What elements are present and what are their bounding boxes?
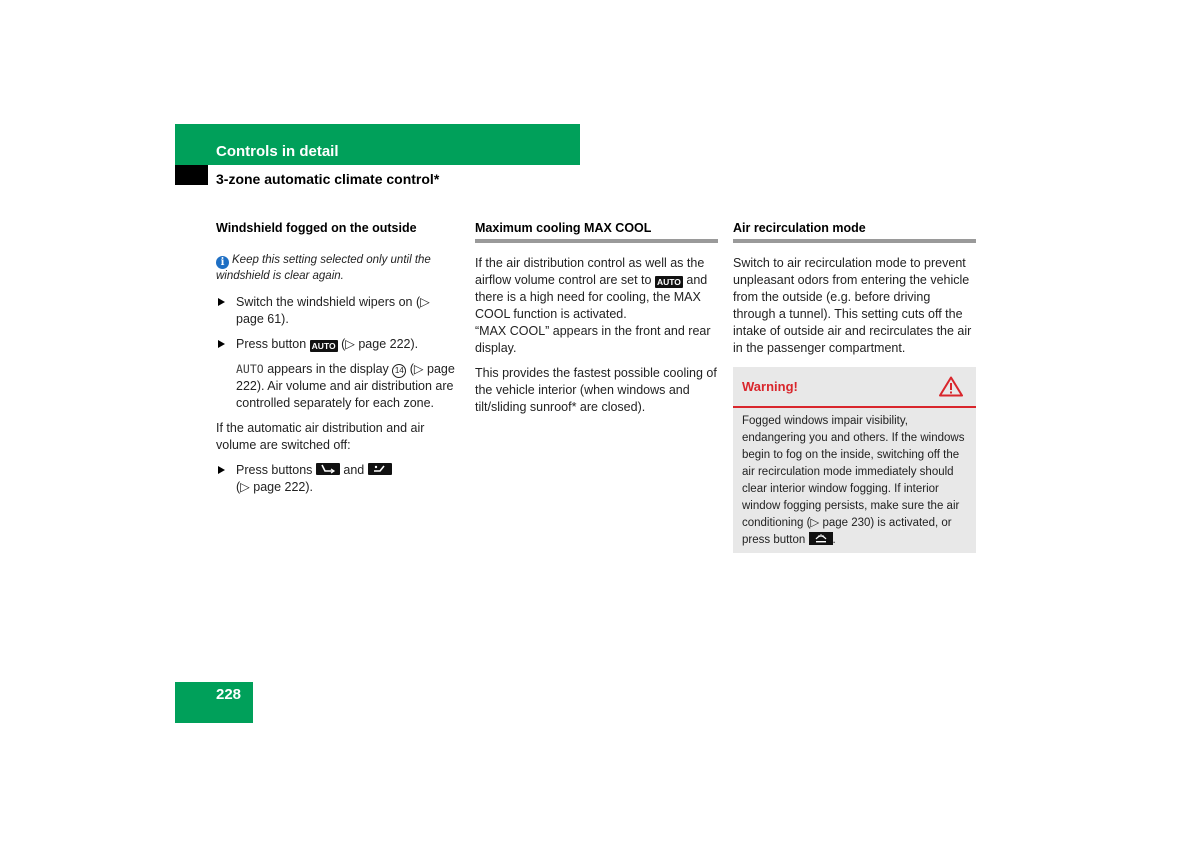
step-press-auto [216, 336, 459, 353]
paragraph-recirculation: Switch to air recirculation mode to prevent unpleasant odors from entering the vehicle from the outside (e.g. before driving through a tunnel). This setting cuts off the intake of outside air and recirculates the air in the passenger compartment. [733, 256, 972, 355]
display-code: AUTO [236, 362, 264, 376]
step-text: Press buttons [236, 463, 313, 477]
airflow-footwell-button-icon [316, 463, 340, 475]
heading-windshield: Windshield fogged on the outside [216, 221, 417, 235]
warning-body: Fogged windows impair visibility, endangering you and others. If the windows begin to fog on the inside, switching off the air recirculation mode immediately should clear interior window fogging. If interior window fogging persists, make sure the air conditioning (▷ page 230) is activated, or press button [742, 415, 965, 546]
auto-button-icon: AUTO [656, 277, 681, 287]
text: and there is a high need for cooling, the MAX COOL function is activated. [475, 273, 708, 321]
step-and: and [343, 463, 365, 477]
text: “MAX COOL” appears in the front and rear display. [475, 324, 711, 355]
step-ref: (▷ page 222). [341, 337, 419, 351]
step-press-buttons [216, 462, 459, 496]
paragraph-automatic: If the automatic air distribution and air volume are switched off: [216, 421, 425, 452]
page-number-box [175, 682, 253, 723]
bullet-arrow-icon [218, 466, 225, 474]
section-title: Controls in detail [216, 143, 339, 160]
callout-number: 14 [392, 364, 406, 378]
display-text: appears in the display [267, 362, 389, 376]
step-ref: (▷ page 222). [236, 480, 314, 494]
step-text: Switch the windshield wipers on (▷ page 61). [236, 295, 430, 326]
auto-button-icon: AUTO [311, 341, 336, 351]
warning-text [733, 408, 976, 549]
warning-triangle-icon [939, 376, 963, 402]
paragraph-fastest-cooling: This provides the fastest possible cooling of the vehicle interior (when windows and tilt/sliding sunroof* are closed). [475, 366, 717, 414]
column-windshield [216, 220, 459, 504]
warning-box [733, 367, 976, 553]
display-description [216, 361, 459, 412]
info-note [216, 253, 459, 284]
warning-title: Warning! [742, 379, 798, 394]
heading-recirculation: Air recirculation mode [733, 220, 976, 243]
info-icon: i [216, 256, 229, 269]
note-text: Keep this setting selected only until the windshield is clear again. [216, 254, 431, 282]
column-recirculation [733, 220, 976, 365]
page-number: 228 [216, 686, 242, 703]
heading-max-cool: Maximum cooling MAX COOL [475, 220, 718, 243]
header-marker [175, 165, 208, 185]
front-defrost-button-icon [809, 532, 833, 545]
subsection-title: 3-zone automatic climate control* [216, 171, 440, 187]
display-rest: (▷ page 222). Air volume and air distribution are controlled separately for each zone. [236, 362, 455, 410]
text: If the air distribution control as well as the airflow volume control are set to [475, 256, 705, 287]
airflow-vent-button-icon [368, 463, 392, 475]
step-wipers [216, 294, 459, 328]
bullet-arrow-icon [218, 298, 225, 306]
paragraph-max-cool [475, 255, 718, 357]
warning-end: . [832, 534, 836, 546]
column-max-cool [475, 220, 718, 424]
warning-header [733, 367, 976, 408]
step-text: Press button [236, 337, 307, 351]
bullet-arrow-icon [218, 340, 225, 348]
